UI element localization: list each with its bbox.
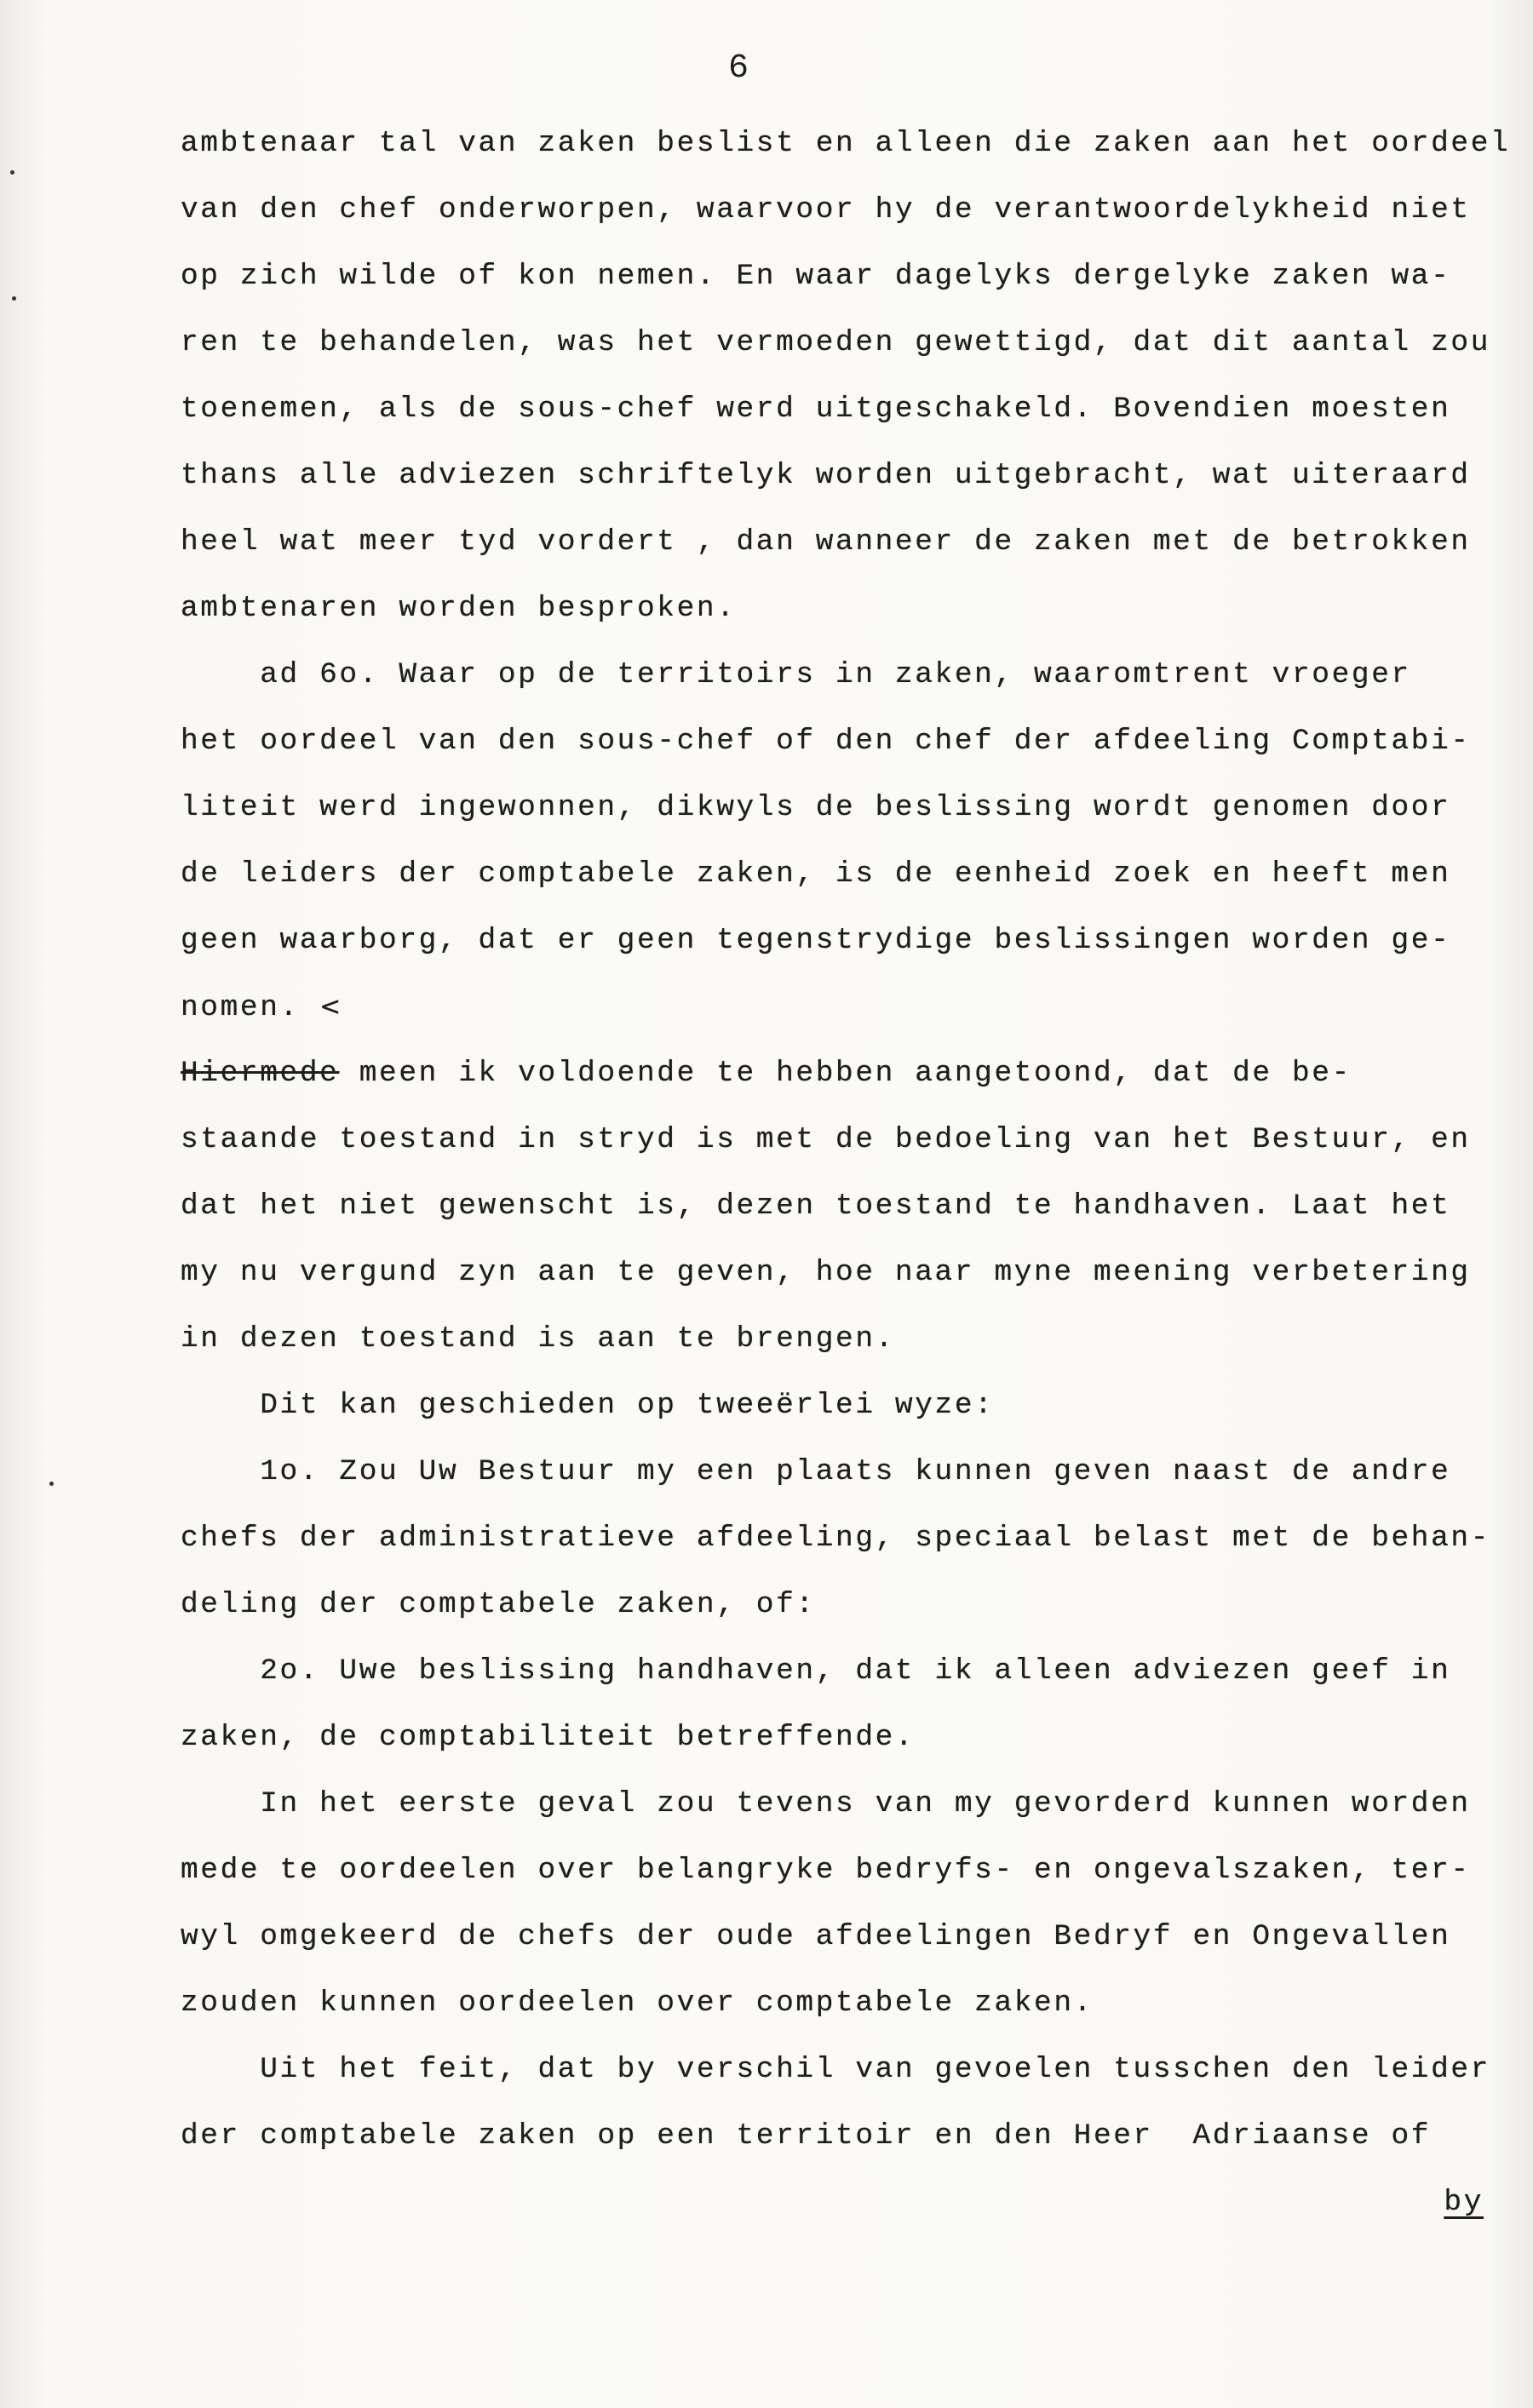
text-line: deling der comptabele zaken, of:	[181, 1588, 816, 1621]
text-line: 1o. Zou Uw Bestuur my een plaats kunnen geven naast de andre	[181, 1455, 1451, 1488]
text-line: ad 6o. Waar op de territoirs in zaken, waaromtrent vroeger	[181, 658, 1411, 691]
margin-speck	[12, 296, 16, 301]
typed-text-body	[181, 111, 1509, 2236]
text-line: wyl omgekeerd de chefs der oude afdeelingen Bedryf en Ongevallen	[181, 1920, 1451, 1953]
paragraph-insert-mark: <	[319, 992, 343, 1022]
text-line: 2o. Uwe beslissing handhaven, dat ik alleen adviezen geef in	[181, 1654, 1451, 1688]
text-line: mede te oordeelen over belangryke bedryfs- en ongevalszaken, ter-	[181, 1854, 1471, 1887]
text-line: Dit kan geschieden op tweeërlei wyze:	[181, 1389, 995, 1422]
text-line: heel wat meer tyd vordert , dan wanneer de zaken met de betrokken	[181, 525, 1471, 559]
margin-speck	[10, 170, 14, 175]
text-line: zouden kunnen oordeelen over comptabele zaken.	[181, 1987, 1094, 2020]
text-line: het oordeel van den sous-chef of den chef der afdeeling Comptabi-	[181, 725, 1471, 758]
text-line	[181, 974, 1509, 1041]
text-line: In het eerste geval zou tevens van my gevorderd kunnen worden	[181, 1787, 1471, 1820]
text-line: Uit het feit, dat by verschil van gevoelen tusschen den leider	[181, 2053, 1491, 2086]
text-line: my nu vergund zyn aan te geven, hoe naar myne meening verbetering	[181, 1256, 1471, 1289]
text-line: ambtenaar tal van zaken beslist en alleen die zaken aan het oordeel	[181, 127, 1511, 160]
text-line: dat het niet gewenscht is, dezen toestand te handhaven. Laat het	[181, 1190, 1451, 1223]
text-line: van den chef onderworpen, waarvoor hy de verantwoordelykheid niet	[181, 193, 1471, 226]
text-line: in dezen toestand is aan te brengen.	[181, 1322, 895, 1356]
struck-out-word: Hiermede	[181, 1057, 340, 1090]
text-line	[181, 2170, 1509, 2236]
margin-speck	[49, 1482, 54, 1486]
text-line-content: meen ik voldoende te hebben aangetoond, dat de be-	[339, 1057, 1352, 1090]
text-line: ambtenaren worden besproken.	[181, 592, 737, 625]
text-line: der comptabele zaken op een territoir en den Heer Adriaanse of	[181, 2119, 1432, 2153]
text-line: staande toestand in stryd is met de bedoeling van het Bestuur, en	[181, 1123, 1471, 1156]
text-line: zaken, de comptabiliteit betreffende.	[181, 1721, 916, 1754]
catchword: by	[1444, 2186, 1484, 2219]
text-line: geen waarborg, dat er geen tegenstrydige beslissingen worden ge-	[181, 924, 1451, 957]
text-line: toenemen, als de sous-chef werd uitgeschakeld. Bovendien moesten	[181, 393, 1451, 426]
page-number: 6	[728, 49, 749, 88]
text-line	[181, 1041, 1509, 1107]
text-line: chefs der administratieve afdeeling, speciaal belast met de behan-	[181, 1522, 1491, 1555]
text-line: thans alle adviezen schriftelyk worden uitgebracht, wat uiteraard	[181, 459, 1471, 492]
text-line-content: nomen.	[181, 991, 300, 1024]
text-line: op zich wilde of kon nemen. En waar dagelyks dergelyke zaken wa-	[181, 260, 1451, 293]
text-line: ren te behandelen, was het vermoeden gewettigd, dat dit aantal zou	[181, 326, 1491, 359]
text-line: liteit werd ingewonnen, dikwyls de beslissing wordt genomen door	[181, 791, 1451, 824]
text-line: de leiders der comptabele zaken, is de eenheid zoek en heeft men	[181, 857, 1451, 891]
